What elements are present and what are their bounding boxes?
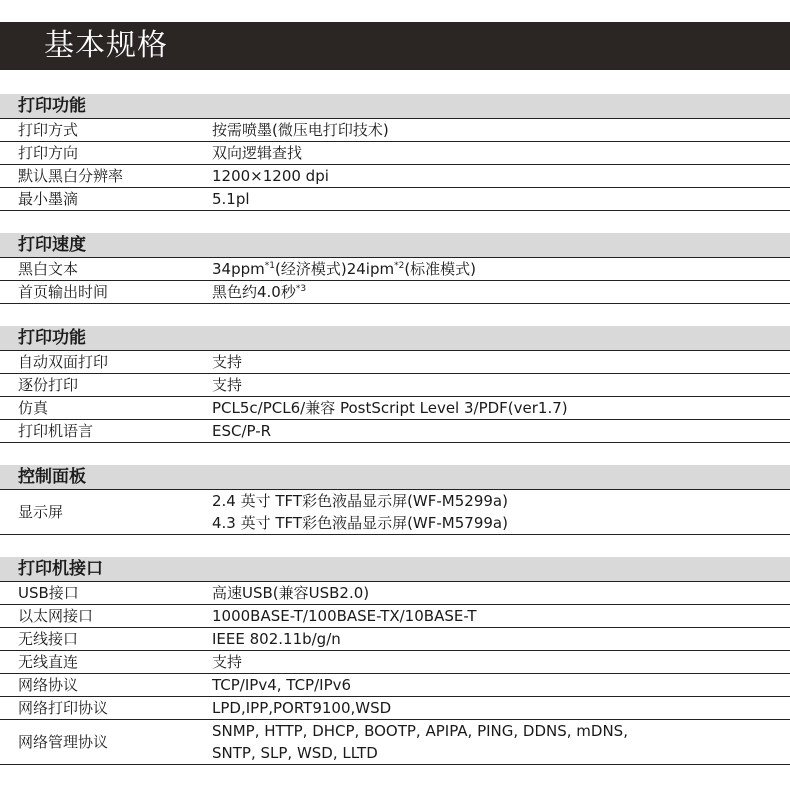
spec-value-line: 双向逻辑查找	[212, 144, 303, 162]
spec-row	[0, 165, 790, 188]
spec-value	[212, 119, 790, 141]
spec-value-line: LPD,IPP,PORT9100,WSD	[212, 699, 392, 717]
section-header: 打印功能	[0, 326, 790, 351]
spec-value	[212, 674, 790, 696]
spec-section	[0, 465, 790, 535]
spec-section	[0, 233, 790, 304]
section-header: 打印速度	[0, 233, 790, 258]
spec-value-line: 黑色约4.0秒$^{*3}$	[212, 283, 307, 301]
spec-value-line: 支持	[212, 653, 243, 671]
spec-value-line: 1000BASE-T/100BASE-TX/10BASE-T	[212, 607, 477, 625]
spec-label: 最小墨滴	[18, 190, 79, 208]
spec-section	[0, 326, 790, 443]
spec-row	[0, 697, 790, 720]
spec-value-line: 支持	[212, 353, 243, 371]
spec-content	[0, 94, 790, 787]
spec-value-line: 按需喷墨(微压电打印技术)	[212, 121, 389, 139]
spec-row	[0, 628, 790, 651]
spec-value-line: 支持	[212, 376, 243, 394]
page-title: 基本规格	[44, 28, 168, 63]
spec-label: 默认黑白分辨率	[18, 167, 124, 185]
spec-value-line: 1200×1200 dpi	[212, 167, 329, 185]
spec-row	[0, 651, 790, 674]
spec-value	[212, 490, 790, 534]
spec-label: 自动双面打印	[18, 353, 109, 371]
spec-row	[0, 351, 790, 374]
spec-label: 无线接口	[18, 630, 79, 648]
spec-label: 逐份打印	[18, 376, 79, 394]
section-header: 打印机接口	[0, 557, 790, 582]
spec-row	[0, 397, 790, 420]
spec-label: 网络打印协议	[18, 699, 109, 717]
spec-value-line: 5.1pl	[212, 190, 250, 208]
spec-label: 网络协议	[18, 676, 79, 694]
spec-label: 打印机语言	[18, 422, 94, 440]
spec-value-line: PCL5c/PCL6/兼容 PostScript Level 3/PDF(ver1.7)	[212, 399, 568, 417]
spec-value-line: 高速USB(兼容USB2.0)	[212, 584, 370, 602]
spec-row	[0, 582, 790, 605]
spec-value-line: TCP/IPv4, TCP/IPv6	[212, 676, 352, 694]
spec-row	[0, 605, 790, 628]
spec-row	[0, 720, 790, 765]
spec-value	[212, 374, 790, 396]
spec-section	[0, 94, 790, 211]
spec-row	[0, 281, 790, 304]
spec-value-line: SNMP, HTTP, DHCP, BOOTP, APIPA, PING, DDNS, mDNS,	[212, 722, 628, 740]
spec-value	[212, 142, 790, 164]
spec-label: 黑白文本	[18, 260, 79, 278]
spec-value	[212, 651, 790, 673]
spec-value-line: 4.3 英寸 TFT彩色液晶显示屏(WF-M5799a)	[212, 514, 508, 532]
spec-row	[0, 258, 790, 281]
spec-row	[0, 674, 790, 697]
spec-label: 以太网接口	[18, 607, 94, 625]
spec-value-line: SNTP, SLP, WSD, LLTD	[212, 744, 378, 762]
title-bar	[0, 22, 790, 70]
spec-label: USB接口	[18, 584, 79, 602]
spec-label: 打印方式	[18, 121, 79, 139]
spec-value	[212, 605, 790, 627]
spec-value-line: 2.4 英寸 TFT彩色液晶显示屏(WF-M5299a)	[212, 492, 508, 510]
spec-value	[212, 351, 790, 373]
spec-value	[212, 628, 790, 650]
spec-row	[0, 142, 790, 165]
spec-label: 无线直连	[18, 653, 79, 671]
spec-value	[212, 188, 790, 210]
spec-label: 仿真	[18, 399, 49, 417]
spec-value-line: 34ppm$^{*1}$(经济模式)24ipm$^{*2}$(标准模式)	[212, 260, 477, 278]
spec-row	[0, 420, 790, 443]
spec-value-line: IEEE 802.11b/g/n	[212, 630, 341, 648]
spec-value-line: ESC/P-R	[212, 422, 272, 440]
spec-value	[212, 720, 790, 764]
spec-row	[0, 490, 790, 535]
spec-value	[212, 582, 790, 604]
spec-row	[0, 188, 790, 211]
spec-value	[212, 258, 790, 280]
section-header: 打印功能	[0, 94, 790, 119]
spec-label: 网络管理协议	[18, 733, 109, 751]
spec-value	[212, 697, 790, 719]
spec-value	[212, 397, 790, 419]
section-header: 控制面板	[0, 465, 790, 490]
spec-section	[0, 557, 790, 765]
spec-row	[0, 374, 790, 397]
spec-label: 打印方向	[18, 144, 79, 162]
spec-row	[0, 119, 790, 142]
spec-label: 显示屏	[18, 503, 64, 521]
spec-value	[212, 165, 790, 187]
spec-value	[212, 420, 790, 442]
spec-label: 首页输出时间	[18, 283, 109, 301]
spec-value	[212, 281, 790, 303]
